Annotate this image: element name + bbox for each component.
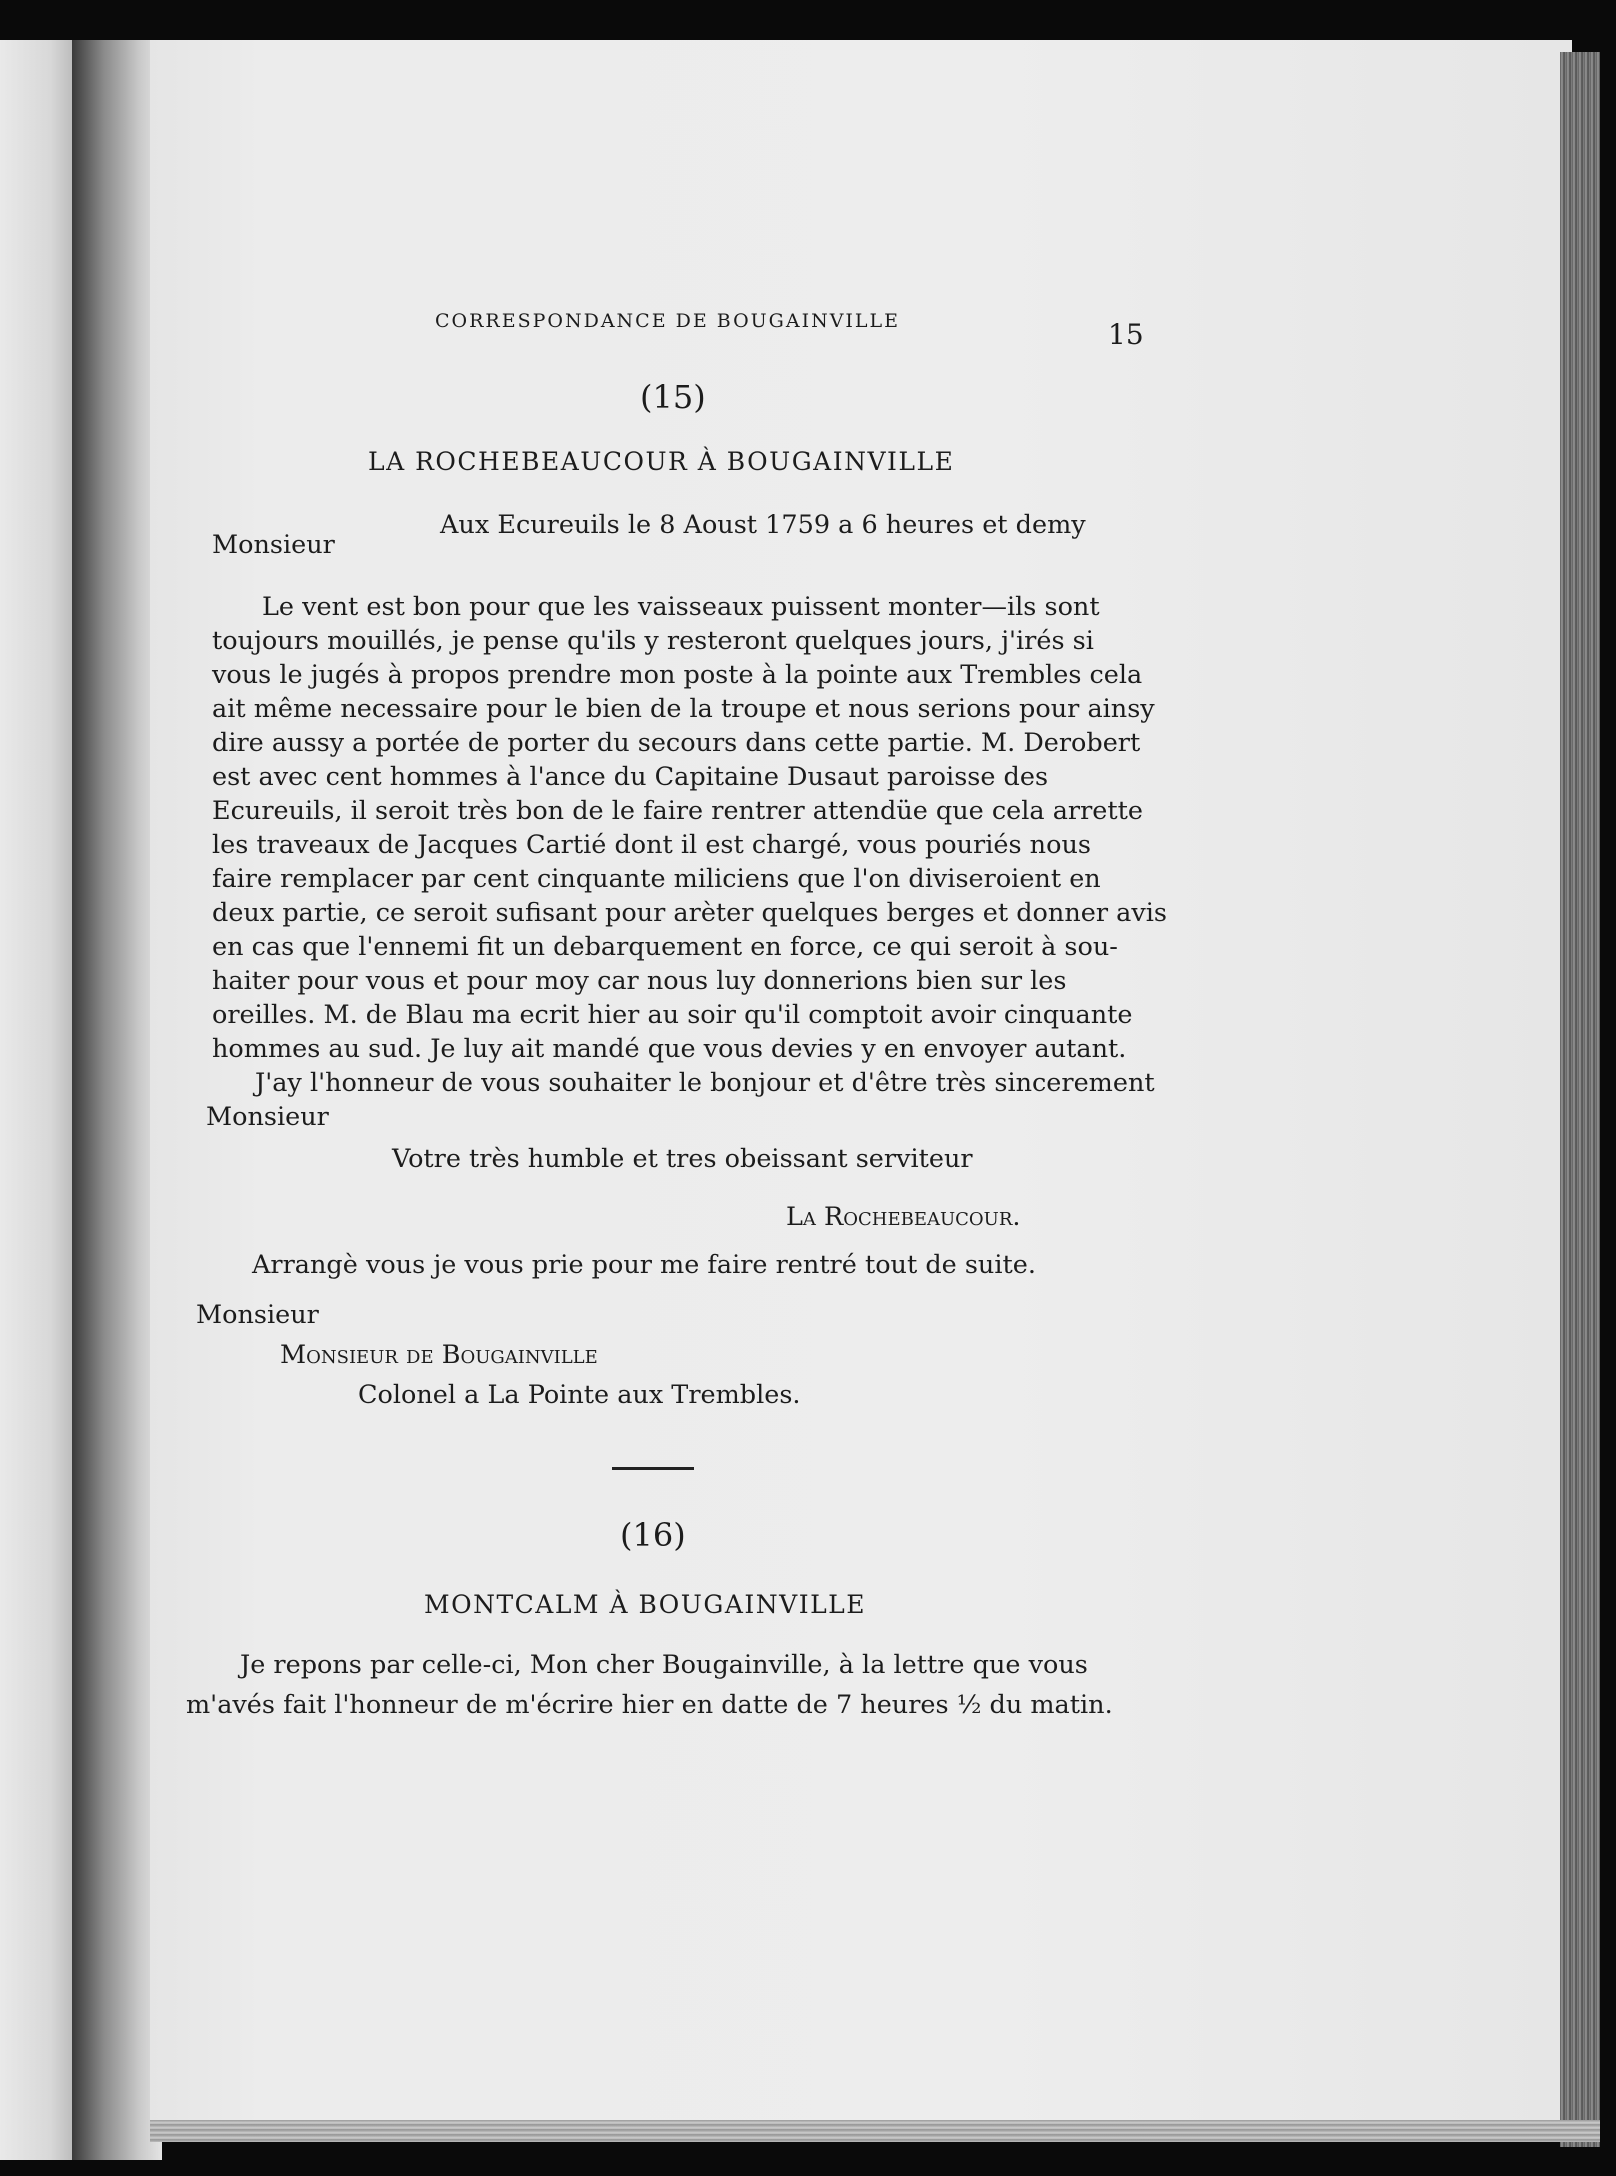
letter-15-body-line: hommes au sud. Je luy ait mandé que vous devies y en envoyer autant.	[212, 1034, 1127, 1064]
letter-15-signature: La Rochebeaucour.	[786, 1202, 1021, 1232]
previous-page-edge	[0, 40, 72, 2160]
letter-15-body-line: Ecureuils, il seroit très bon de le faire rentrer attendüe que cela arrette	[212, 796, 1143, 826]
letter-16-body-line: Je repons par celle-ci, Mon cher Bougainville, à la lettre que vous	[240, 1650, 1088, 1680]
letter-15-body-line: haiter pour vous et pour moy car nous luy donnerions bien sur les	[212, 966, 1067, 996]
letter-15-body-line: les traveaux de Jacques Cartié dont il est chargé, vous pouriés nous	[212, 830, 1091, 860]
letter-16-body-line: m'avés fait l'honneur de m'écrire hier en datte de 7 heures ½ du matin.	[186, 1690, 1113, 1720]
letter-15-body-line: dire aussy a portée de porter du secours dans cette partie. M. Derobert	[212, 728, 1141, 758]
letter-15-salutation: Monsieur	[212, 530, 335, 560]
letter-16-title: MONTCALM À BOUGAINVILLE	[424, 1590, 867, 1619]
letter-15-address-line: Colonel a La Pointe aux Trembles.	[358, 1380, 801, 1410]
book-gutter	[72, 40, 162, 2160]
letter-15-body-line: en cas que l'ennemi fit un debarquement en force, ce qui seroit à sou-	[212, 932, 1118, 962]
section-divider	[612, 1467, 694, 1470]
letter-15-body-line: deux partie, ce seroit sufisant pour arèter quelques berges et donner avis	[212, 898, 1167, 928]
running-head: CORRESPONDANCE DE BOUGAINVILLE	[435, 310, 901, 332]
letter-15-closing-formula: Votre très humble et tres obeissant serviteur	[392, 1144, 973, 1174]
letter-15-body-line: ait même necessaire pour le bien de la troupe et nous serions pour ainsy	[212, 694, 1155, 724]
letter-15-body-line: faire remplacer par cent cinquante miliciens que l'on diviseroient en	[212, 864, 1101, 894]
letter-15-body-line: toujours mouillés, je pense qu'ils y resteront quelques jours, j'irés si	[212, 626, 1094, 656]
letter-15-title: LA ROCHEBEAUCOUR À BOUGAINVILLE	[368, 447, 955, 476]
letter-15-body-line: vous le jugés à propos prendre mon poste à la pointe aux Trembles cela	[212, 660, 1143, 690]
page-bottom-edge	[150, 2120, 1600, 2142]
letter-15-number: (15)	[640, 378, 706, 416]
page-number: 15	[1108, 318, 1144, 351]
letter-15-address-line: Monsieur de Bougainville	[280, 1340, 598, 1370]
page-stack-edges	[1560, 52, 1600, 2147]
letter-15-address-line: Monsieur	[196, 1300, 319, 1330]
letter-15-body-line: oreilles. M. de Blau ma ecrit hier au soir qu'il comptoit avoir cinquante	[212, 1000, 1133, 1030]
letter-15-body-line: Le vent est bon pour que les vaisseaux puissent monter—ils sont	[262, 592, 1100, 622]
letter-15-closing-line: J'ay l'honneur de vous souhaiter le bonjour et d'être très sincerement	[255, 1068, 1155, 1098]
letter-15-postscript: Arrangè vous je vous prie pour me faire rentré tout de suite.	[252, 1250, 1036, 1280]
letter-15-body-line: est avec cent hommes à l'ance du Capitaine Dusaut paroisse des	[212, 762, 1049, 792]
letter-16-number: (16)	[620, 1516, 686, 1554]
letter-15-closing-salutation: Monsieur	[206, 1102, 329, 1132]
letter-15-dateline: Aux Ecureuils le 8 Aoust 1759 a 6 heures et demy	[440, 510, 1086, 540]
